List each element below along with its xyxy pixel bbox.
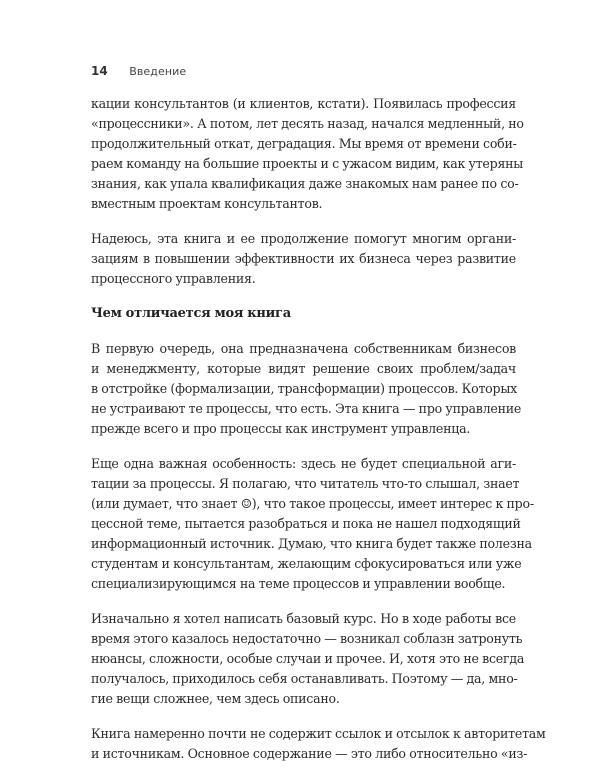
text-line: продолжительный откат, деградация. Мы время от времени соби-: [91, 136, 517, 151]
text-line: информационный источник. Думаю, что книга будет также полезна: [91, 536, 532, 551]
text-line: Надеюсь, эта книга и ее продолжение помогут многим органи-: [91, 231, 516, 246]
text-line: цессной теме, пытается разобраться и пока не нашел подходящий: [91, 516, 521, 531]
section-heading: Чем отличается моя книга: [91, 306, 291, 321]
text-line: гие вещи сложнее, чем здесь описано.: [91, 691, 340, 706]
text-line: получалось, приходилось себя останавливать. Поэтому — да, мно-: [91, 671, 518, 686]
text-line: и менеджменту, которые видят решение своих проблем/задач: [91, 361, 516, 376]
running-head: [91, 64, 186, 78]
text-line: специализирующимся на теме процессов и управлении вообще.: [91, 576, 506, 591]
text-line: кации консультантов (и клиентов, кстати). Появилась профессия: [91, 96, 516, 111]
paragraph: [91, 454, 534, 594]
paragraph: [91, 229, 516, 289]
text-line: процессного управления.: [91, 271, 256, 286]
paragraph: [91, 339, 522, 439]
text-line: студентам и консультантам, желающим сфокусироваться или уже: [91, 556, 522, 571]
text-line: Изначально я хотел написать базовый курс. Но в ходе работы все: [91, 611, 516, 626]
text-line: (или думает, что знает ☺), что такое процессы, имеет интерес к про-: [91, 496, 534, 511]
text-line: «процессники». А потом, лет десять назад, начался медленный, но: [91, 116, 524, 131]
text-line: раем команду на большие проекты и с ужасом видим, как утеряны: [91, 156, 524, 171]
text-line: время этого казалось недостаточно — возникал соблазн затронуть: [91, 631, 523, 646]
paragraph-group-intro: [91, 94, 524, 289]
text-line: знания, как упала квалификация даже знакомых нам ранее по со-: [91, 176, 519, 191]
text-line: нюансы, сложности, особые случаи и прочее. И, хотя это не всегда: [91, 651, 525, 666]
paragraph-group-main: [91, 339, 546, 764]
text-line: В первую очередь, она предназначена собственникам бизнесов: [91, 341, 516, 356]
text-line: не устраивают те процессы, что есть. Эта книга — про управление: [91, 401, 522, 416]
paragraph: [91, 94, 524, 214]
paragraph: [91, 609, 525, 709]
text-line: вместным проектам консультантов.: [91, 196, 323, 211]
text-line: в отстройке (формализации, трансформации) процессов. Которых: [91, 381, 517, 396]
paragraph: [91, 724, 546, 764]
text-line: зациям в повышении эффективности их бизнеса через развитие: [91, 251, 516, 266]
text-line: тации за процессы. Я полагаю, что читатель что-то слышал, знает: [91, 476, 520, 491]
section-title: Введение: [129, 65, 187, 78]
text-line: прежде всего и про процессы как инструмент управленца.: [91, 421, 471, 436]
page-number: 14: [91, 64, 108, 78]
text-line: Книга намеренно почти не содержит ссылок и отсылок к авторитетам: [91, 726, 546, 741]
text-line: Еще одна важная особенность: здесь не будет специальной аги-: [91, 456, 516, 471]
body-text: [91, 94, 546, 779]
text-line: и источникам. Основное содержание — это либо относительно «из-: [91, 746, 528, 761]
